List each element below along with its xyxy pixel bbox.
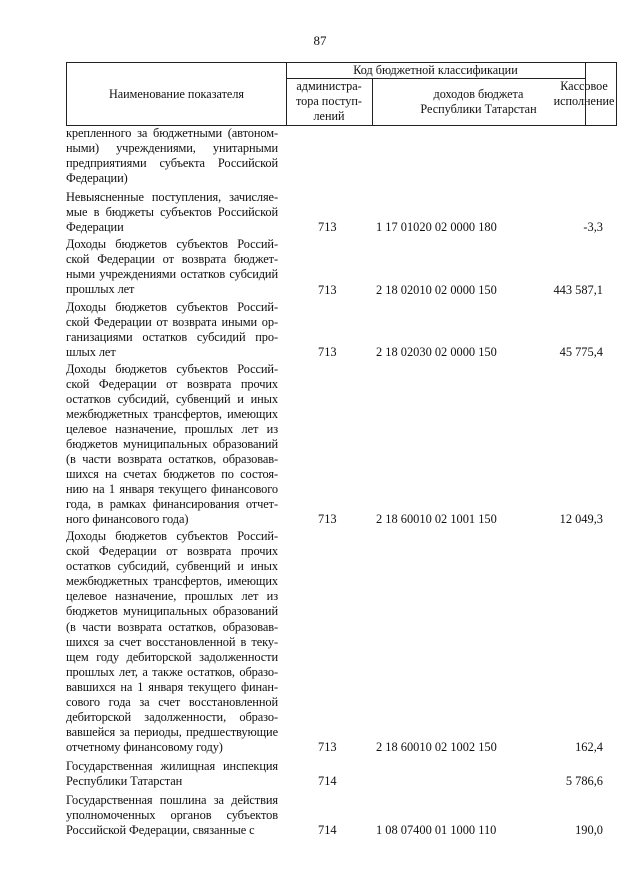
indicator-name — [66, 237, 278, 297]
indicator-name-line: ской Федерации от возврата прочих — [66, 376, 278, 391]
table-row — [66, 759, 617, 789]
indicator-name-line: крепленного за бюджетными (автоном- — [66, 126, 278, 140]
admin-code: 713 — [318, 220, 337, 235]
indicator-name-line: ской Федерации от возврата бюджет- — [66, 252, 278, 267]
admin-code: 713 — [318, 282, 337, 297]
header-amount-line: исполнение — [553, 94, 615, 108]
indicator-name-line: межбюджетных трансфертов, имеющих — [66, 406, 278, 421]
indicator-name-line: Государственная жилищная инспекция — [66, 758, 278, 773]
table-row — [66, 237, 617, 297]
revenue-code: 1 08 07400 01 1000 110 — [376, 823, 497, 838]
page-number: 87 — [313, 33, 327, 48]
admin-code: 714 — [318, 774, 337, 789]
indicator-name-line: ными) учреждениями, унитарными — [66, 141, 278, 156]
indicator-name-line: остатков субсидий, субвенций и иных — [66, 559, 278, 574]
indicator-name-line: уполномоченных органов субъектов — [66, 808, 278, 823]
indicator-name-line: щем году дебиторской задолженности — [66, 649, 278, 664]
indicator-name-line: нию на 1 января текущего финансового — [66, 482, 278, 497]
indicator-name-line: прошлых лет, а также остатков, образо- — [66, 664, 278, 679]
indicator-name-line: шихся на счетах бюджетов по состоя- — [66, 467, 278, 482]
indicator-name-line: ской Федерации от возврата иными ор- — [66, 314, 278, 329]
indicator-name-line: ными учреждениями остатков субсидий — [66, 267, 278, 282]
indicator-name-line: ного финансового года) — [66, 512, 189, 527]
indicator-name-line: Доходы бюджетов субъектов Россий- — [66, 361, 278, 376]
indicator-name-line: Доходы бюджетов субъектов Россий- — [66, 529, 278, 544]
table-row — [66, 300, 617, 360]
indicator-name-line: целевое назначение, прошлых лет из — [66, 589, 278, 604]
indicator-name-line: целевое назначение, прошлых лет из — [66, 421, 278, 436]
indicator-name-line: бюджетов муниципальных образований — [66, 604, 278, 619]
indicator-name — [66, 529, 278, 755]
header-revenue-line: доходов бюджета — [433, 87, 524, 101]
header-amount-label — [534, 79, 635, 109]
header-admin-line: тора поступ- — [296, 94, 362, 108]
indicator-name-line: Государственная пошлина за действия — [66, 793, 278, 808]
indicator-name — [66, 190, 278, 235]
cash-execution: 12 049,3 — [559, 512, 603, 527]
indicator-name-line: года, в рамках финансирования отчет- — [66, 497, 278, 512]
table-row — [66, 190, 617, 235]
indicator-name-line: Федерации — [66, 220, 124, 235]
indicator-name-line: вавшихся на 1 января текущего финан- — [66, 679, 278, 694]
indicator-name-line: шлых лет — [66, 344, 116, 359]
revenue-code: 2 18 60010 02 1002 150 — [376, 739, 497, 754]
cash-execution: -3,3 — [583, 220, 603, 235]
table-row — [66, 793, 617, 838]
header-admin-column — [286, 79, 372, 124]
revenue-code: 2 18 60010 02 1001 150 — [376, 512, 497, 527]
header-admin-line: лений — [313, 109, 345, 123]
revenue-code: 2 18 02010 02 0000 150 — [376, 282, 497, 297]
table-row — [66, 529, 617, 755]
table-row — [66, 126, 617, 186]
admin-code: 713 — [318, 512, 337, 527]
cash-execution: 190,0 — [575, 823, 603, 838]
indicator-name-line: Российской Федерации, связанные с — [66, 823, 255, 838]
indicator-name-line: Федерации) — [66, 171, 128, 186]
revenue-code: 2 18 02030 02 0000 150 — [376, 344, 497, 359]
indicator-name-line: сового года за счет восстановленной — [66, 694, 278, 709]
indicator-name-line: межбюджетных трансфертов, имеющих — [66, 574, 278, 589]
indicator-name-line: Доходы бюджетов субъектов Россий- — [66, 299, 278, 314]
indicator-name-line: шихся за счет восстановленной в теку- — [66, 634, 278, 649]
indicator-name — [66, 793, 278, 838]
revenue-code: 1 17 01020 02 0000 180 — [376, 220, 497, 235]
indicator-name-line: остатков субсидий, субвенций и иных — [66, 391, 278, 406]
cash-execution: 162,4 — [575, 739, 603, 754]
header-admin-line: администра- — [296, 79, 362, 93]
indicator-name-line: мые в бюджеты субъектов Российской — [66, 205, 278, 220]
admin-code: 714 — [318, 823, 337, 838]
indicator-name-line: ганизациями остатков субсидий про- — [66, 329, 278, 344]
table-body — [66, 126, 617, 838]
indicator-name-line: Невыясненные поступления, зачисляе- — [66, 190, 278, 205]
indicator-name-line: дебиторской задолженности, образо- — [66, 709, 278, 724]
indicator-name-line: бюджетов муниципальных образований — [66, 436, 278, 451]
indicator-name-line: ской Федерации от возврата прочих — [66, 544, 278, 559]
indicator-name — [66, 126, 278, 186]
indicator-name-line: отчетному финансовому году) — [66, 739, 223, 754]
header-name-column: Наименование показателя — [108, 87, 245, 101]
header-revenue-line: Республики Татарстан — [420, 102, 537, 116]
admin-code: 713 — [318, 344, 337, 359]
indicator-name-line: Доходы бюджетов субъектов Россий- — [66, 237, 278, 252]
indicator-name-line: предприятиями субъекта Российской — [66, 156, 278, 171]
indicator-name — [66, 300, 278, 360]
indicator-name — [66, 362, 278, 528]
table-row — [66, 362, 617, 528]
admin-code: 713 — [318, 739, 337, 754]
indicator-name-line: прошлых лет — [66, 282, 135, 297]
header-amount-line: Кассовое — [560, 79, 608, 93]
indicator-name — [66, 759, 278, 789]
cash-execution: 5 786,6 — [565, 774, 603, 789]
indicator-name-line: вавшейся за периоды, предшествующие — [66, 724, 278, 739]
indicator-name-line: (в части возврата остатков, образовав- — [66, 451, 278, 466]
cash-execution: 443 587,1 — [553, 282, 603, 297]
header-budget-classification: Код бюджетной классификации — [353, 63, 518, 77]
indicator-name-line: (в части возврата остатков, образовав- — [66, 619, 278, 634]
indicator-name-line: Республики Татарстан — [66, 773, 183, 788]
cash-execution: 45 775,4 — [559, 344, 603, 359]
